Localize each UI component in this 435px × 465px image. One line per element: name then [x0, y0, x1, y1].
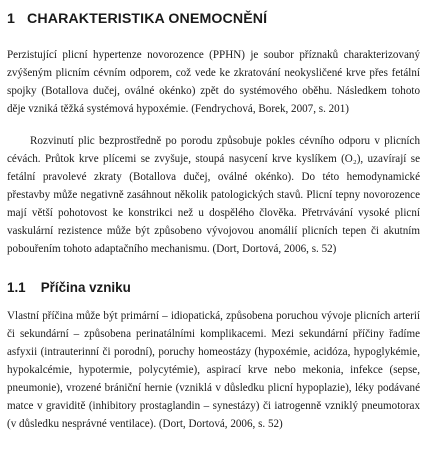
- paragraph-pathophysiology: Rozvinutí plic bezprostředně po porodu způsobuje pokles cévního odporu v plicních cévách. Průtok krve plícemi se zvyšuje, stoupá nasycení krve kyslíkem (O₂), uzavírají se fetální pravolevé zkraty (Botallova dučej, oválné okénko). Do této hemodynamické přestavby může negativně zasáhnout několik patologických stavů. Plicní tepny novorozence mají větší pohotovost ke konstrikci než u dospělého člověka. Přetrvávání vysoké plicní vaskulární rezistence může být způsobeno vývojovou anomálií plicních tepen či akutním pobouřením tohoto adaptačního mechanismu. (Dort, Dortová, 2006, s. 52): [7, 135, 420, 255]
- paragraph-definition: Perzistující plicní hypertenze novorozence (PPHN) je soubor příznaků charakterizovaný zvýšeným plicním cévním odporem, což vede ke zkratování neokysličené krve přes fetální spojky (Botallova dučej, oválné okénko) zpět do systémového oběhu. Následkem tohoto děje vzniká těžká systémová hypoxémie. (Fendrychová, Borek, 2007, s. 201): [7, 49, 420, 115]
- subsection-number: 1.1: [7, 280, 26, 295]
- section-heading: [7, 11, 267, 27]
- subsection-heading: [7, 280, 131, 295]
- paragraph-causes: Vlastní příčina může být primární – idiopatická, způsobena poruchou vývoje plicních arterií či sekundární – způsobena perinatálními komplikacemi. Mezi sekundární příčiny řadíme asfyxii (intrauterinní či porodní), poruchy homeostázy (hypoxémie, acidóza, hypoglykémie, hypokalcémie, hypotermie, polycytémie), aspirací krve nebo mekonia, infekce (sepse, pneumonie), vrozené brániční hernie (vzniklá v důsledku plicní hypoplazie), léky podávané matce v graviditě (inhibitory prostaglandin – synestázy) či iatrogenně vzniklý pneumotorax (v důsledku nesprávné ventilace). (Dort, Dortová, 2006, s. 52): [7, 310, 420, 430]
- section-number: 1: [7, 11, 15, 27]
- subsection-title: Příčina vzniku: [40, 280, 131, 295]
- section-title: CHARAKTERISTIKA ONEMOCNĚNÍ: [27, 11, 268, 27]
